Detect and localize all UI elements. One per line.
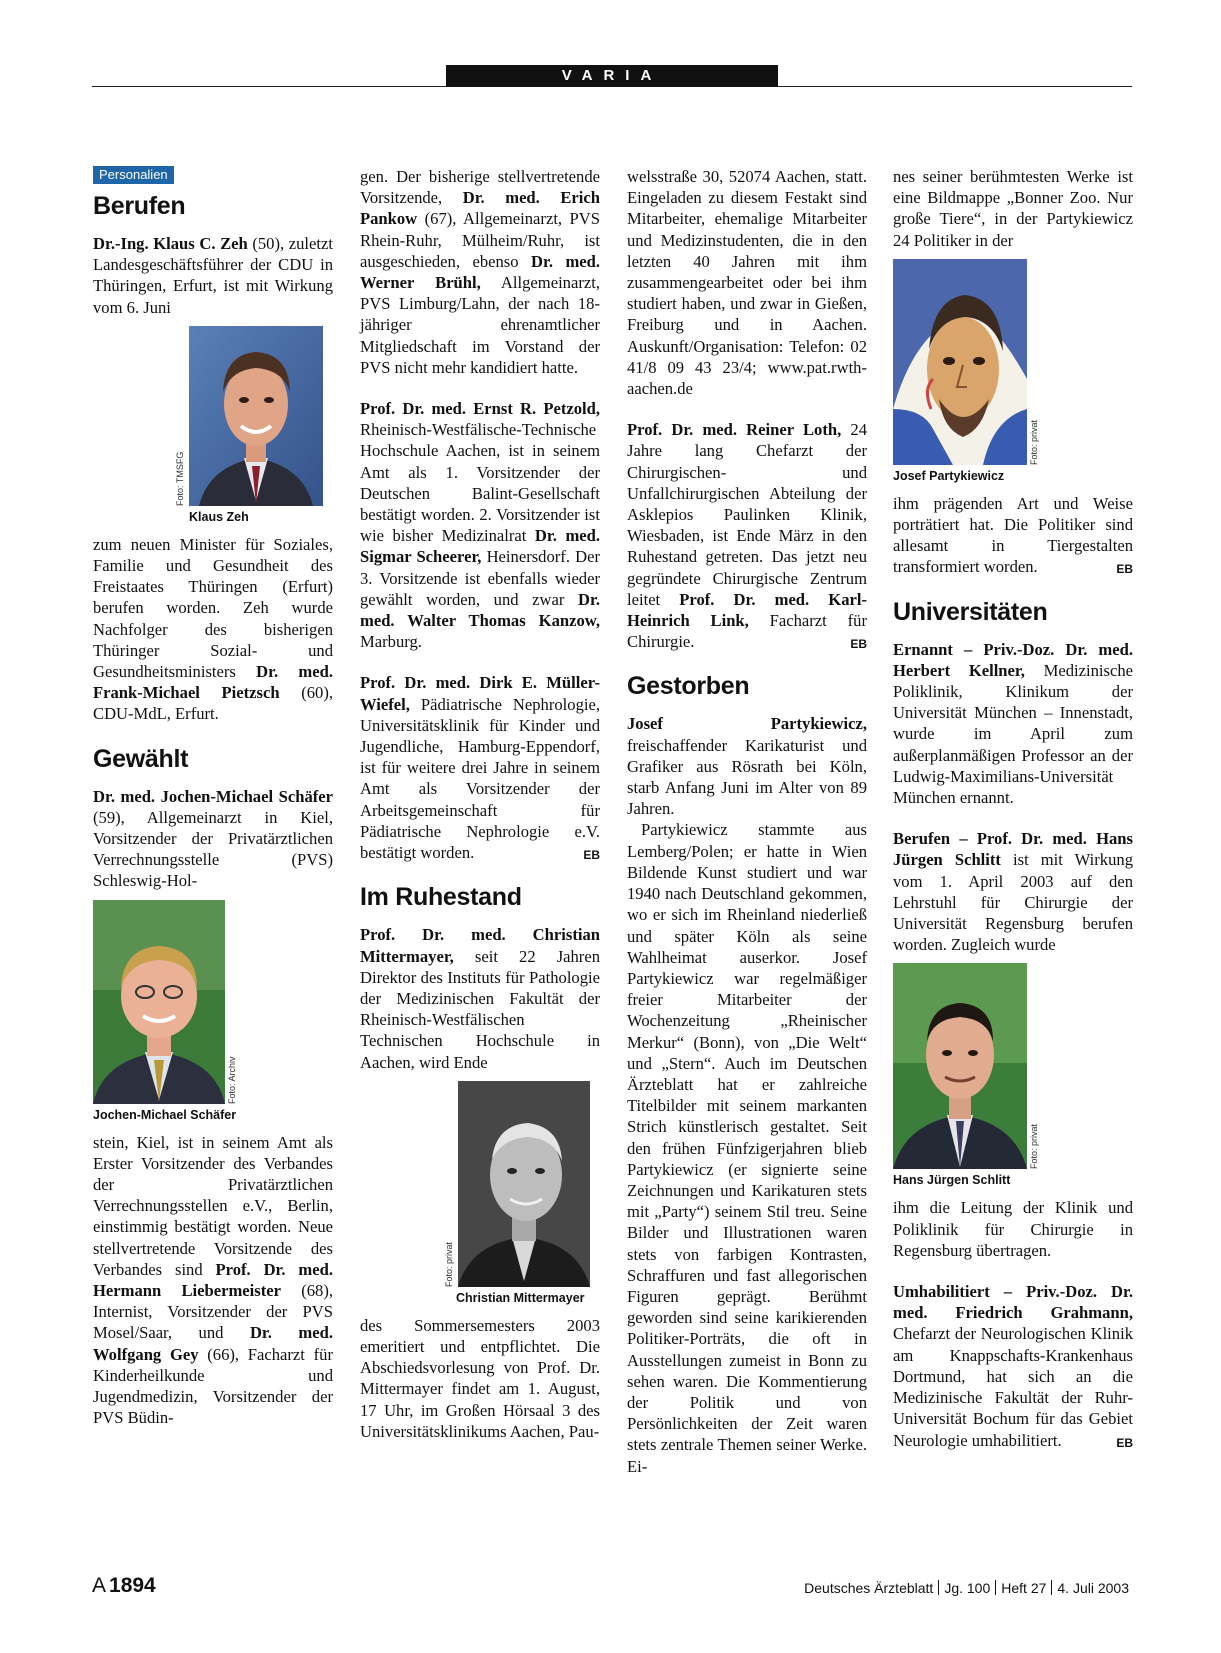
journal-issue: Heft 27 bbox=[1001, 1580, 1047, 1596]
person-name: Dr. med. Frank-Michael Pietzsch bbox=[93, 662, 333, 703]
author-initials: EB bbox=[583, 848, 600, 863]
journal-date: 4. Juli 2003 bbox=[1057, 1580, 1129, 1596]
article-paragraph: Partykiewicz stammte aus Lemberg/Polen; er hatte in Wien Bildende Kunst studiert und war 1940 nach Deutschland gekommen, wo er sich im Rheinland niederließ und später Köln als seine Wahlheimat auserkor. Josef Partykiewicz war regelmäßiger freier Mitarbeiter der Wochenzeitung „Rheinischer Merkur“ (Bonn), von „Die Welt“ und „Stern“. Auch im Deutschen Ärzteblatt hat er zahlreiche Titelbilder mit seinem markanten Strich künstlerisch gestaltet. Seit den frühen Fünfzigerjahren blieb Partykiewicz (er signierte seine Zeichnungen und Karikaturen stets mit „Party“) seinem Stil treu. Seine Bilder und Illustrationen waren stets von farbigen Kontrasten, Schraffuren und fast allegorischen Figuren geprägt. Berühmt geworden sind seine karikierenden Politiker-Porträts, die oft in Ausstellungen zumeist in Bonn zu sehen waren. Die Kommentierung der Politik und von Persönlichkeiten der Zeit waren stets zentrale Themen seiner Werke. Ei- bbox=[627, 820, 867, 1476]
person-name: Prof. Dr. med. Reiner Loth, bbox=[627, 420, 842, 440]
portrait-image bbox=[189, 326, 323, 506]
photo-caption: Jochen-Michael Schäfer bbox=[93, 1107, 237, 1122]
person-name: Dr. med. Walter Thomas Kanzow, bbox=[360, 589, 600, 631]
article-paragraph: Umhabilitiert – Priv.-Doz. Dr. med. Friedrich Grahmann, Chefarzt der Neurologischen Klinik am Knappschafts-Krankenhaus Dortmund, hat sich an die Medizinische Fakultät der Ruhr-Universität Bochum für das Gebiet Neurologie umhabilitiert. EB bbox=[893, 1281, 1133, 1451]
person-name: Dr.-Ing. Klaus C. Zeh bbox=[93, 234, 248, 253]
article-paragraph: Berufen – Prof. Dr. med. Hans Jürgen Schlitt ist mit Wirkung vom 1. April 2003 auf den Lehrstuhl für Chirurgie der Universität Regensburg berufen worden. Zugleich wurde bbox=[893, 829, 1133, 955]
article-paragraph: Ernannt – Priv.-Doz. Dr. med. Herbert Kellner, Medizinische Poliklinik, Klinikum der Universität München – Innenstadt, wurde im April zum außerplanmäßigen Professor an der Ludwig-Maximilians-Universität München ernannt. bbox=[893, 639, 1133, 808]
person-name: Prof. Dr. med. Hermann Liebermeister bbox=[93, 1259, 333, 1301]
photo-credit: Foto: TMSFG bbox=[175, 451, 185, 506]
journal-name: Deutsches Ärzteblatt bbox=[804, 1580, 934, 1596]
article-paragraph: ihm prägenden Art und Weise porträtiert hat. Die Politiker sind allesamt in Tiergestalten transformiert worden. EB bbox=[893, 493, 1133, 578]
page-prefix: A bbox=[92, 1574, 107, 1597]
photo-jochen-michael-schaefer bbox=[93, 900, 238, 1122]
photo-caption: Klaus Zeh bbox=[189, 509, 249, 524]
article-paragraph: Prof. Dr. med. Ernst R. Petzold, Rheinisch-Westfälische-Technische Hochschule Aachen, ist in seinem Amt als 1. Vorsitzender der Deutschen Balint-Gesellschaft bestätigt worden. 2. Vorsitzender ist wie bisher Medizinalrat Dr. med. Sigmar Scheerer, Heinersdorf. Der 3. Vorsitzende ist ebenfalls wieder gewählt worden, und zwar Dr. med. Walter Thomas Kanzow, Marburg. bbox=[360, 399, 601, 652]
person-name: Prof. Dr. med. Karl-Heinrich Link, bbox=[627, 589, 867, 631]
article-paragraph: des Sommersemesters 2003 emeritiert und entpflichtet. Die Abschiedsvorlesung von Prof. Dr. Mittermayer findet am 1. August, 17 Uhr, im Großen Hörsaal 3 des Universitätsklinikums Aachen, Pau- bbox=[360, 1315, 600, 1441]
heading-im-ruhestand: Im Ruhestand bbox=[360, 883, 522, 912]
person-name: Prof. Dr. med. Ernst R. Petzold, bbox=[360, 399, 600, 419]
heading-gewaehlt: Gewählt bbox=[93, 744, 189, 773]
portrait-image bbox=[93, 900, 225, 1104]
heading-berufen: Berufen bbox=[93, 192, 186, 220]
journal-footer bbox=[804, 1580, 1129, 1596]
article-paragraph: gen. Der bisherige stellvertretende Vorsitzende, Dr. med. Erich Pankow (67), Allgemeinarzt, PVS Rhein-Ruhr, Mülheim/Ruhr, ist ausgeschieden, ebenso Dr. med. Werner Brühl, Allgemeinarzt, PVS Limburg/Lahn, der nach 18-jähriger ehrenamtlicher Mitgliedschaft im Vorstand der PVS nicht mehr kandidiert hatte. bbox=[360, 167, 601, 377]
person-name: Dr. med. Jochen-Michael Schäfer bbox=[93, 786, 333, 806]
photo-caption: Josef Partykiewicz bbox=[893, 468, 1005, 483]
article-paragraph: Dr. med. Jochen-Michael Schäfer (59), Allgemeinarzt in Kiel, Vorsitzender der Privatärztlichen Verrechnungsstelle (PVS) Schleswig-Hol- bbox=[93, 786, 333, 891]
author-initials: EB bbox=[1116, 1435, 1133, 1450]
person-name: Prof. Dr. med. Dirk E. Müller-Wiefel, bbox=[360, 673, 600, 714]
column-4 bbox=[893, 166, 1133, 1454]
person-name: Ernannt – Priv.-Doz. Dr. med. Herbert Kellner, bbox=[893, 639, 1133, 680]
photo-caption: Christian Mittermayer bbox=[456, 1290, 585, 1305]
person-name: Josef Partykiewicz, bbox=[627, 714, 867, 734]
person-name: Dr. med. Erich Pankow bbox=[360, 188, 600, 229]
article-paragraph: ihm die Leitung der Klinik und Poliklinik für Chirurgie in Regensburg übertragen. bbox=[893, 1198, 1133, 1260]
person-name: Dr. med. Werner Brühl, bbox=[360, 251, 601, 293]
article-paragraph: welsstraße 30, 52074 Aachen, statt. Eingeladen zu diesem Festakt sind Mitarbeiter, ehemalige Mitarbeiter und Medizinstudenten, die in den letzten 40 Jahren mit ihm zusammengearbeitet oder bei ihm studiert haben, und zwar in Gießen, Freiburg und in Aachen. Auskunft/Organisation: Telefon: 02 41/8 09 43 23/4; www.pat.rwth-aachen.de bbox=[627, 167, 867, 399]
photo-caption: Hans Jürgen Schlitt bbox=[893, 1173, 1011, 1188]
article-paragraph: Dr.-Ing. Klaus C. Zeh (50), zuletzt Landesgeschäftsführer der CDU in Thüringen, Erfurt, ist mit Wirkung vom 6. Juni bbox=[93, 234, 333, 317]
section-header: VARIA bbox=[446, 65, 778, 87]
article-paragraph: Prof. Dr. med. Dirk E. Müller-Wiefel, Pädiatrische Nephrologie, Universitätsklinik für Kinder und Jugendliche, Hamburg-Eppendorf, ist für weitere drei Jahre in seinem Amt als Vorsitzender der Arbeitsgemeinschaft für Pädiatrische Nephrologie e.V. bestätigt worden. EB bbox=[360, 672, 600, 863]
page-number bbox=[92, 1574, 156, 1598]
photo-credit: Foto: privat bbox=[1029, 419, 1039, 465]
journal-volume: Jg. 100 bbox=[944, 1580, 991, 1596]
photo-christian-mittermayer bbox=[444, 1081, 596, 1305]
category-tag: Personalien bbox=[93, 166, 174, 184]
photo-credit: Foto: privat bbox=[444, 1241, 454, 1287]
article-paragraph: stein, Kiel, ist in seinem Amt als Erster Vorsitzender des Verbandes der Privatärztlichen Verrechnungsstellen e.V., Berlin, einstimmig bestätigt worden. Neue stellvertretende Vorsitzende des Verbandes sind Prof. Dr. med. Hermann Liebermeister (68), Internist, Vorsitzender der PVS Mosel/Saar, und Dr. med. Wolfgang Gey (66), Facharzt für Kinderheilkunde und Jugendmedizin, Vorsitzender der PVS Büdin- bbox=[93, 1132, 333, 1428]
photo-credit: Foto: Archiv bbox=[227, 1056, 237, 1104]
column-1 bbox=[93, 166, 333, 1429]
portrait-image bbox=[893, 963, 1027, 1169]
heading-universitaeten: Universitäten bbox=[893, 597, 1048, 626]
article-paragraph: Prof. Dr. med. Christian Mittermayer, seit 22 Jahren Direktor des Instituts für Pathologie der Medizinischen Fakultät der Rheinisch-Westfälischen Technischen Hochschule in Aachen, wird Ende bbox=[360, 925, 600, 1072]
article-paragraph: nes seiner berühmtesten Werke ist eine Bildmappe „Bonner Zoo. Nur große Tiere“, in der Partykiewicz 24 Politiker in der bbox=[893, 167, 1133, 250]
portrait-image bbox=[458, 1081, 590, 1287]
person-name: Berufen – Prof. Dr. med. Hans Jürgen Schlitt bbox=[893, 829, 1133, 870]
photo-hans-juergen-schlitt bbox=[893, 963, 1043, 1187]
heading-gestorben: Gestorben bbox=[627, 672, 750, 701]
photo-credit: Foto: privat bbox=[1029, 1124, 1039, 1170]
article-paragraph: Josef Partykiewicz, freischaffender Karikaturist und Grafiker aus Rösrath bei Köln, starb Anfang Juni im Alter von 89 Jahren. bbox=[627, 714, 867, 819]
painted-portrait-image bbox=[893, 259, 1027, 465]
article-paragraph: zum neuen Minister für Soziales, Familie und Gesundheit des Freistaates Thüringen (Erfurt) berufen worden. Zeh wurde Nachfolger des bisherigen Thüringer Sozial- und Gesundheitsministers Dr. med. Frank-Michael Pietzsch (60), CDU-MdL, Erfurt. bbox=[93, 534, 333, 724]
person-name: Umhabilitiert – Priv.-Doz. Dr. med. Friedrich Grahmann, bbox=[893, 1282, 1133, 1323]
photo-klaus-zeh bbox=[175, 326, 323, 524]
author-initials: EB bbox=[1116, 562, 1133, 577]
column-3 bbox=[627, 166, 867, 1477]
article-paragraph: Prof. Dr. med. Reiner Loth, 24 Jahre lang Chefarzt der Chirurgischen- und Unfallchirurgischen Abteilung der Asklepios Paulinken Klinik, Wiesbaden, ist Ende März in den Ruhestand getreten. Das jetzt neu gegründete Chirurgische Zentrum leitet Prof. Dr. med. Karl-Heinrich Link, Facharzt für Chirurgie. EB bbox=[627, 419, 867, 652]
person-name: Dr. med. Wolfgang Gey bbox=[93, 1323, 333, 1364]
person-name: Prof. Dr. med. Christian Mittermayer, bbox=[360, 925, 600, 966]
page-number-value: 1894 bbox=[109, 1574, 156, 1597]
column-2 bbox=[360, 166, 600, 1442]
person-name: Dr. med. Sigmar Scheerer, bbox=[360, 526, 601, 567]
photo-josef-partykiewicz bbox=[893, 259, 1043, 483]
author-initials: EB bbox=[850, 637, 867, 652]
